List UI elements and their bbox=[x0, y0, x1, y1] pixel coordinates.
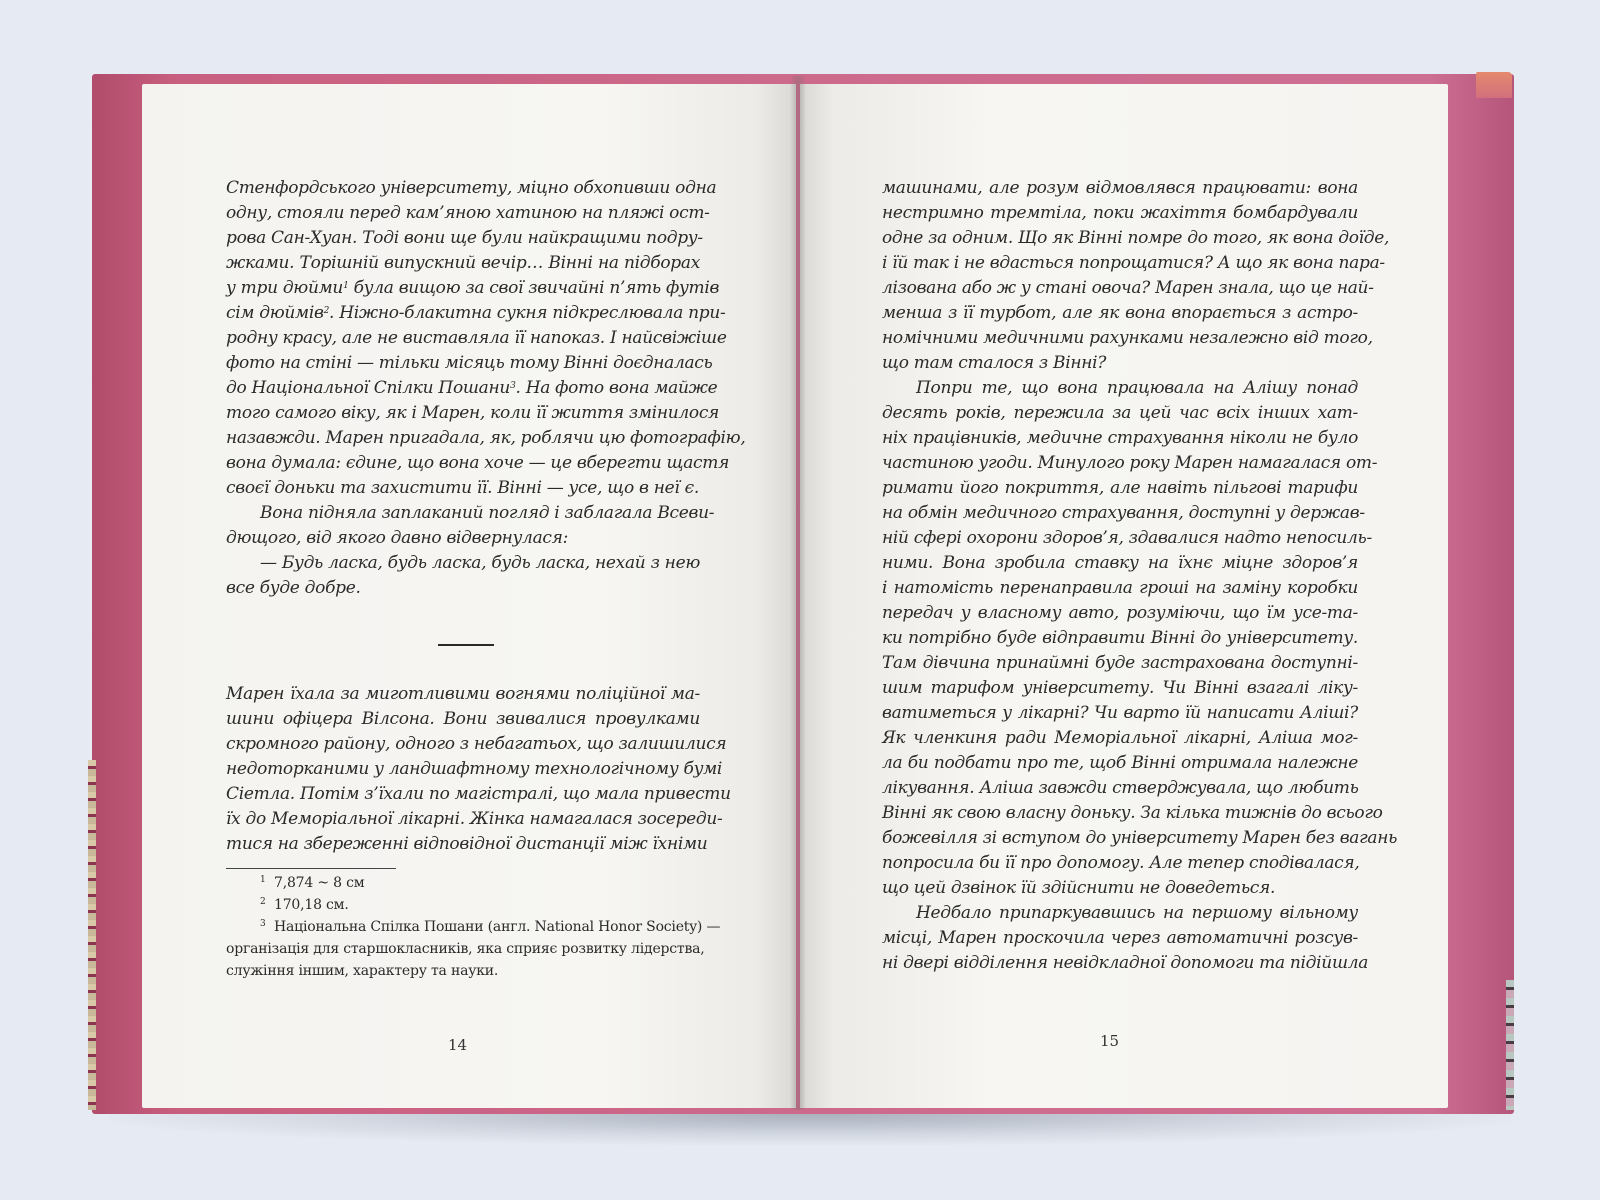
text-line: рова Сан-Хуан. Тоді вони ще були найкращими подру- bbox=[226, 228, 703, 248]
text-line: ла би подбати про те, щоб Вінні отримала належне bbox=[882, 753, 1358, 773]
text-line: родну красу, але не виставляла її напоказ. І найсвіжіше bbox=[226, 328, 727, 348]
text-line: шим тарифом університету. Чи Вінні взагалі ліку- bbox=[882, 678, 1358, 698]
text-line: що цей дзвінок їй здійснити не доведеться. bbox=[882, 878, 1276, 898]
section-separator bbox=[438, 644, 494, 646]
cover-top-strip bbox=[1476, 72, 1512, 98]
left-page-section-2 bbox=[226, 682, 731, 857]
page-number-right: 15 bbox=[1100, 1032, 1120, 1050]
text-line: одну, стояли перед кам’яною хатиною на пляжі ост- bbox=[226, 203, 710, 223]
text-line: своєї доньки та захистити її. Вінні — усе, що в неї є. bbox=[226, 478, 699, 498]
text-line: частиною угоди. Минулого року Марен намагалася от- bbox=[882, 453, 1378, 473]
footnote-text: 7,874 ~ 8 см bbox=[274, 875, 365, 891]
text-line-with-footnote-1 bbox=[226, 276, 720, 301]
text-fragment: . На фото вона майже bbox=[515, 378, 718, 398]
text-line: назавжди. Марен пригадала, як, роблячи цю фотографію, bbox=[226, 428, 746, 448]
footnotes bbox=[226, 872, 721, 982]
footnote-text: 170,18 см. bbox=[274, 897, 349, 913]
text-line: Недбало припаркувавшись на першому вільному bbox=[916, 903, 1358, 923]
text-line: ні двері відділення невідкладної допомоги та підійшла bbox=[882, 953, 1369, 973]
text-line: Попри те, що вона працювала на Алішу понад bbox=[916, 378, 1358, 398]
text-fragment: сім дюймів bbox=[226, 303, 324, 323]
text-fragment: до Національної Спілки Пошани bbox=[226, 378, 511, 398]
text-line: передач у власному авто, розуміючи, що їм усе-та- bbox=[882, 603, 1358, 623]
footnote-text: Національна Спілка Пошани (англ. National Honor Society) — bbox=[274, 919, 721, 935]
text-fragment: . Ніжно-блакитна сукня підкреслювала при- bbox=[329, 303, 726, 323]
text-line: ній сфері охорони здоров’я, здавалися надто непосиль- bbox=[882, 528, 1372, 548]
footnote-2: $^2$ 170,18 см. bbox=[260, 897, 349, 913]
text-line: Вінні як свою власну доньку. За кілька тижнів до всього bbox=[882, 803, 1383, 823]
text-line: Як членкиня ради Меморіальної лікарні, Аліша мог- bbox=[882, 728, 1358, 748]
text-line: Там дівчина принаймні буде застрахована доступні- bbox=[882, 653, 1358, 673]
text-line: Сіетла. Потім з’їхали по магістралі, що мала привести bbox=[226, 784, 731, 804]
footnote-text-line: служіння іншим, характеру та науки. bbox=[226, 963, 499, 979]
text-line: ватиметься у лікарні? Чи варто їй написати Аліші? bbox=[882, 703, 1358, 723]
text-line: шини офіцера Вілсона. Вони звивалися провулками bbox=[226, 709, 700, 729]
text-line: нестримно тремтіла, поки жахіття бомбардували bbox=[882, 203, 1358, 223]
text-line: що там сталося з Вінні? bbox=[882, 353, 1107, 373]
text-line: Стенфордського університету, міцно обхопивши одна bbox=[226, 178, 717, 198]
text-line: місці, Марен проскочила через автоматичні розсув- bbox=[882, 928, 1358, 948]
footnote-rule bbox=[226, 868, 396, 869]
text-line: їх до Меморіальної лікарні. Жінка намагалася зосереди- bbox=[226, 809, 723, 829]
text-line: все буде добре. bbox=[226, 578, 361, 598]
text-line: і натомість перенаправила гроші на заміну коробки bbox=[882, 578, 1358, 598]
text-line: лікування. Аліша завжди стверджувала, що любить bbox=[882, 778, 1359, 798]
footnote-marker-1: 1 bbox=[343, 281, 349, 291]
text-line: того самого віку, як і Марен, коли її життя змінилося bbox=[226, 403, 719, 423]
footnote-3: $^3$ Національна Спілка Пошани (англ. National Honor Society) — bbox=[260, 919, 721, 935]
footnote-1: $^1$ 7,874 ~ 8 см bbox=[260, 875, 365, 891]
footnote-text-line: організація для старшокласників, яка сприяє розвитку лідерства, bbox=[226, 941, 705, 957]
text-line-with-footnote-2 bbox=[226, 301, 726, 326]
text-fragment: була вищою за свої звичайні п’ять футів bbox=[348, 278, 720, 298]
text-line: жками. Торішній випускний вечір… Вінні на підборах bbox=[226, 253, 700, 273]
text-line: фото на стіні — тільки місяць тому Вінні доєдналась bbox=[226, 353, 713, 373]
text-line: машинами, але розум відмовлявся працювати: вона bbox=[882, 178, 1358, 198]
text-line: вона думала: єдине, що вона хоче — це вберегти щастя bbox=[226, 453, 730, 473]
text-line: одне за одним. Що як Вінні помре до того, як вона доїде, bbox=[882, 228, 1390, 248]
text-fragment: у три дюйми bbox=[226, 278, 344, 298]
text-line: тися на збереженні відповідної дистанції між їхніми bbox=[226, 834, 708, 854]
footnote-marker-3: 3 bbox=[510, 381, 516, 391]
text-line: лізована або ж у стані овоча? Марен знала, що це най- bbox=[882, 278, 1374, 298]
left-page bbox=[142, 84, 796, 1108]
text-line: ними. Вона зробила ставку на їхнє міцне здоров’я bbox=[882, 553, 1358, 573]
text-line: на обмін медичного страхування, доступні у держав- bbox=[882, 503, 1365, 523]
cover-edge-left bbox=[88, 760, 96, 1110]
text-line: номічними медичними рахунками незалежно від того, bbox=[882, 328, 1373, 348]
text-line: попросила би її про допомогу. Але тепер сподівалася, bbox=[882, 853, 1360, 873]
text-line: римати його покриття, але навіть пільгові тарифи bbox=[882, 478, 1358, 498]
text-line: божевілля зі вступом до університету Марен без вагань bbox=[882, 828, 1398, 848]
text-line: — Будь ласка, будь ласка, будь ласка, нехай з нею bbox=[260, 553, 700, 573]
text-line: Марен їхала за миготливими вогнями поліційної ма- bbox=[226, 684, 700, 704]
text-line: і їй так і не вдасться попрощатися? А що як вона пара- bbox=[882, 253, 1385, 273]
text-line: скромного району, одного з небагатьох, що залишилися bbox=[226, 734, 727, 754]
text-line: менша з її турбот, але як вона впорається з астро- bbox=[882, 303, 1358, 323]
left-page-body bbox=[226, 176, 746, 601]
text-line: десять років, пережила за цей час всіх інших хат- bbox=[882, 403, 1358, 423]
right-page-body bbox=[882, 176, 1398, 976]
book-gutter bbox=[790, 76, 806, 1110]
text-line: дющого, від якого давно відвернулася: bbox=[226, 528, 569, 548]
page-number-left: 14 bbox=[448, 1036, 468, 1054]
cover-edge-right bbox=[1506, 980, 1514, 1110]
right-page bbox=[800, 84, 1448, 1108]
footnote-marker-2: 2 bbox=[323, 306, 330, 316]
text-line: недоторканими у ландшафтному технологічному бумі bbox=[226, 759, 723, 779]
text-line: ніх працівників, медичне страхування ніколи не було bbox=[882, 428, 1358, 448]
text-line-with-footnote-3 bbox=[226, 376, 718, 401]
text-line: Вона підняла заплаканий погляд і заблагала Всеви- bbox=[260, 503, 715, 523]
text-line: ки потрібно буде відправити Вінні до університету. bbox=[882, 628, 1358, 648]
